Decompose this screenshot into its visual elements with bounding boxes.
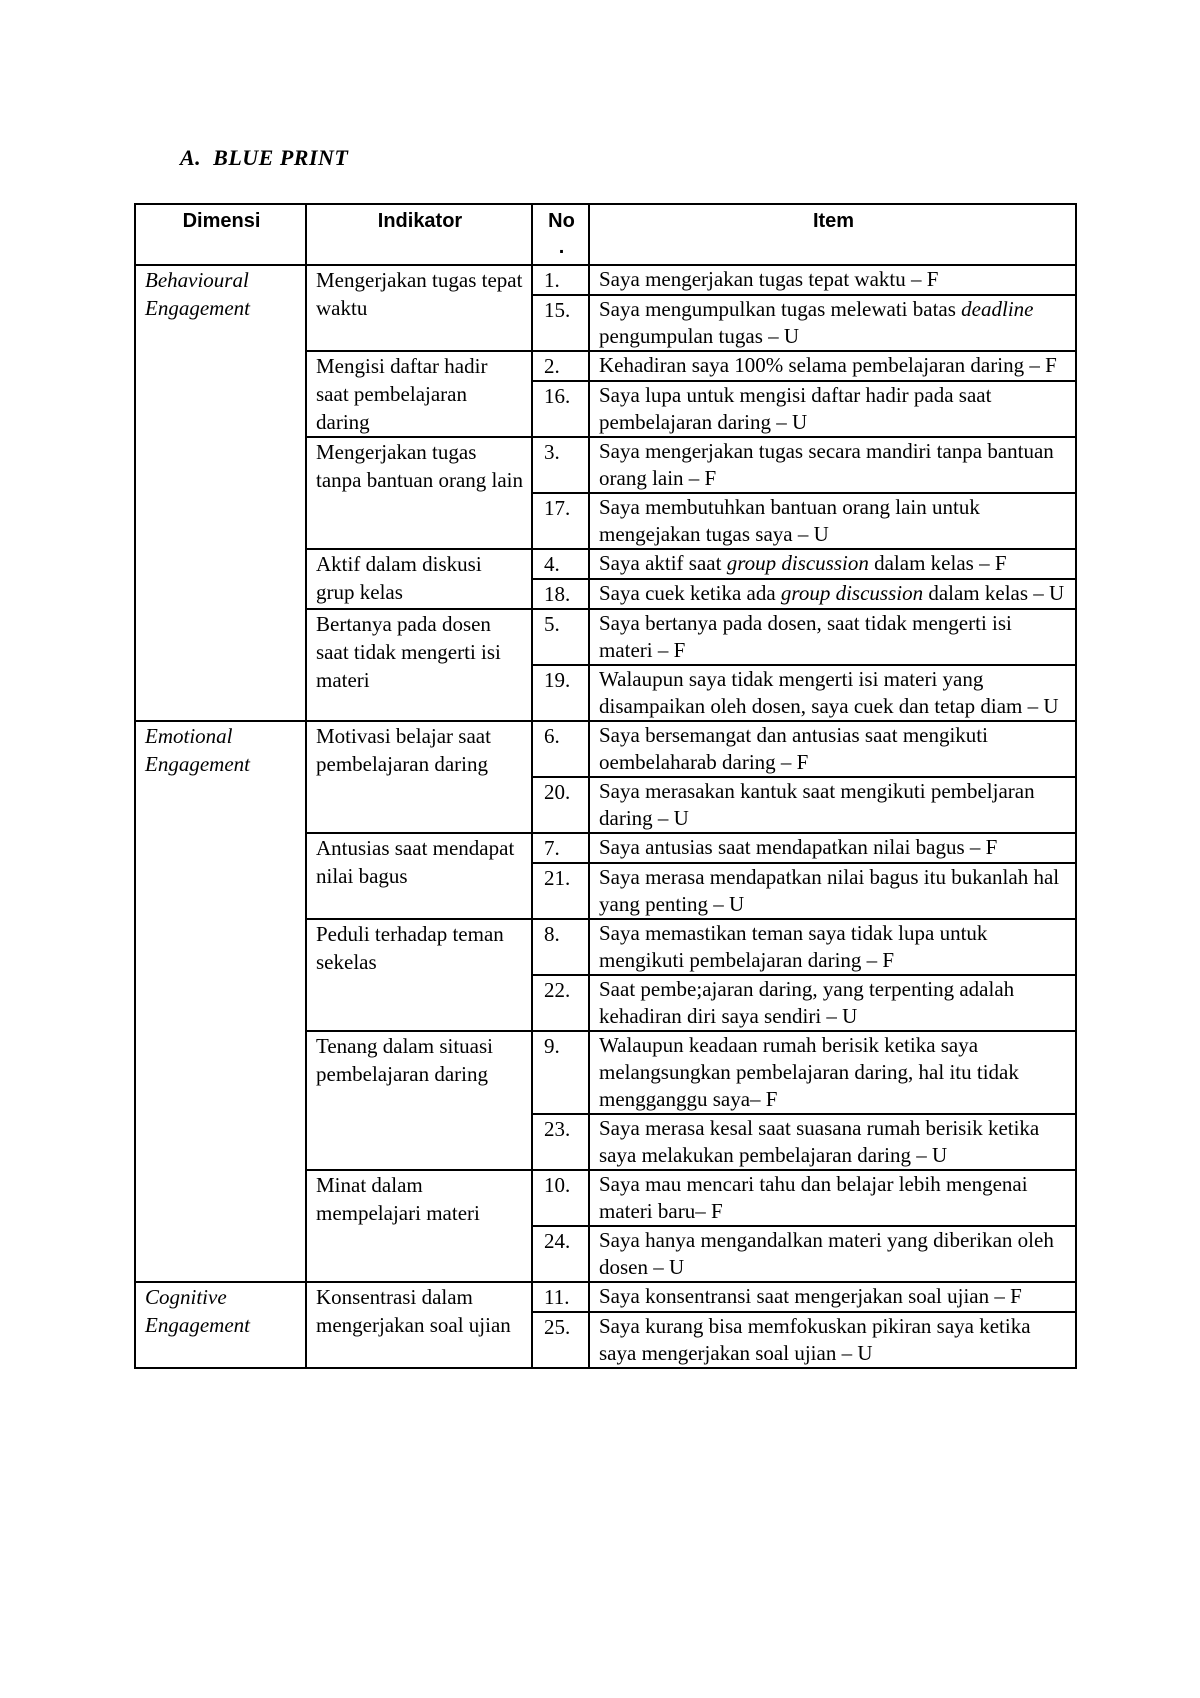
item-number: 8. — [532, 919, 589, 975]
item-number: 3. — [532, 437, 589, 493]
item-statement — [589, 665, 1076, 721]
item-text: Walaupun keadaan rumah berisik ketika saya melangsungkan pembelajaran daring, hal itu tidak mengganggu saya– F — [599, 1033, 1019, 1111]
indicator-cell: Aktif dalam diskusi grup kelas — [306, 549, 532, 609]
indicator-cell: Motivasi belajar saat pembelajaran daring — [306, 721, 532, 833]
item-statement — [589, 493, 1076, 549]
item-text: Saya mengerjakan tugas tepat waktu – F — [599, 267, 939, 291]
item-number: 23. — [532, 1114, 589, 1170]
item-number: 2. — [532, 351, 589, 381]
header-dimensi: Dimensi — [135, 204, 306, 265]
item-statement — [589, 1312, 1076, 1368]
item-statement — [589, 919, 1076, 975]
indicator-cell: Mengisi daftar hadir saat pembelajaran daring — [306, 351, 532, 437]
item-number: 18. — [532, 579, 589, 609]
indicator-cell: Bertanya pada dosen saat tidak mengerti isi materi — [306, 609, 532, 721]
item-statement — [589, 549, 1076, 579]
item-text: Saat pembe;ajaran daring, yang terpenting adalah kehadiran diri saya sendiri – U — [599, 977, 1015, 1028]
indicator-cell: Antusias saat mendapat nilai bagus — [306, 833, 532, 919]
item-number: 15. — [532, 295, 589, 351]
item-statement — [589, 1031, 1076, 1114]
item-number: 17. — [532, 493, 589, 549]
header-item: Item — [589, 204, 1076, 265]
item-text: Saya merasakan kantuk saat mengikuti pembeljaran daring – U — [599, 779, 1035, 830]
page-title: A. BLUE PRINT — [180, 145, 349, 170]
item-statement — [589, 721, 1076, 777]
indicator-cell: Peduli terhadap teman sekelas — [306, 919, 532, 1031]
item-statement — [589, 975, 1076, 1031]
item-text: Saya hanya mengandalkan materi yang diberikan oleh dosen – U — [599, 1228, 1054, 1279]
item-statement — [589, 833, 1076, 863]
item-text-italic: group discussion — [780, 581, 924, 605]
item-text: Saya mengumpulkan tugas melewati batas — [599, 297, 962, 321]
item-statement — [589, 1226, 1076, 1282]
item-number: 20. — [532, 777, 589, 833]
dimension-cell: Emotional Engagement — [135, 721, 306, 1282]
dimension-cell: Cognitive Engagement — [135, 1282, 306, 1368]
dimension-cell: Behavioural Engagement — [135, 265, 306, 721]
table-body — [135, 265, 1076, 1368]
item-text: Saya merasa mendapatkan nilai bagus itu bukanlah hal yang penting – U — [599, 865, 1060, 916]
item-number: 11. — [532, 1282, 589, 1312]
item-statement — [589, 863, 1076, 919]
item-number: 9. — [532, 1031, 589, 1114]
table-row — [135, 265, 1076, 295]
item-text: pengumpulan tugas – U — [599, 324, 800, 348]
item-number: 4. — [532, 549, 589, 579]
item-number: 10. — [532, 1170, 589, 1226]
blueprint-table — [134, 203, 1077, 1369]
item-text: Saya kurang bisa memfokuskan pikiran saya ketika saya mengerjakan soal ujian – U — [599, 1314, 1031, 1365]
item-text: Saya mengerjakan tugas secara mandiri tanpa bantuan orang lain – F — [599, 439, 1054, 490]
item-number: 1. — [532, 265, 589, 295]
item-text: Saya cuek ketika ada — [599, 581, 781, 605]
item-statement — [589, 777, 1076, 833]
item-text: Walaupun saya tidak mengerti isi materi yang disampaikan oleh dosen, saya cuek dan tetap diam – U — [599, 667, 1059, 718]
item-text-italic: deadline — [961, 297, 1034, 321]
item-text: dalam kelas – F — [868, 551, 1007, 575]
item-text: Kehadiran saya 100% selama pembelajaran daring – F — [599, 353, 1057, 377]
table-header-row — [135, 204, 1076, 265]
item-number: 5. — [532, 609, 589, 665]
item-statement — [589, 381, 1076, 437]
table-row — [135, 721, 1076, 777]
item-statement — [589, 265, 1076, 295]
item-text: Saya membutuhkan bantuan orang lain untuk mengejakan tugas saya – U — [599, 495, 980, 546]
item-statement — [589, 437, 1076, 493]
indicator-cell: Tenang dalam situasi pembelajaran daring — [306, 1031, 532, 1170]
item-text-italic: group discussion — [726, 551, 869, 575]
item-number: 6. — [532, 721, 589, 777]
table-row — [135, 1282, 1076, 1312]
item-text: dalam kelas – U — [923, 581, 1065, 605]
header-no: No . — [532, 204, 589, 265]
item-text: Saya bersemangat dan antusias saat mengikuti oembelaharab daring – F — [599, 723, 988, 774]
item-text: Saya merasa kesal saat suasana rumah berisik ketika saya melakukan pembelajaran daring – U — [599, 1116, 1040, 1167]
indicator-cell: Konsentrasi dalam mengerjakan soal ujian — [306, 1282, 532, 1368]
header-indikator: Indikator — [306, 204, 532, 265]
item-number: 21. — [532, 863, 589, 919]
item-number: 25. — [532, 1312, 589, 1368]
item-text: Saya aktif saat — [599, 551, 727, 575]
item-statement — [589, 1282, 1076, 1312]
item-text: Saya memastikan teman saya tidak lupa untuk mengikuti pembelajaran daring – F — [599, 921, 988, 972]
item-text: Saya mau mencari tahu dan belajar lebih mengenai materi baru– F — [599, 1172, 1028, 1223]
item-text: Saya lupa untuk mengisi daftar hadir pada saat pembelajaran daring – U — [599, 383, 992, 434]
item-text: Saya konsentransi saat mengerjakan soal ujian – F — [599, 1284, 1022, 1308]
indicator-cell: Mengerjakan tugas tanpa bantuan orang lain — [306, 437, 532, 549]
indicator-cell: Minat dalam mempelajari materi — [306, 1170, 532, 1282]
item-text: Saya bertanya pada dosen, saat tidak mengerti isi materi – F — [599, 611, 1012, 662]
item-statement — [589, 579, 1076, 609]
indicator-cell: Mengerjakan tugas tepat waktu — [306, 265, 532, 351]
item-number: 16. — [532, 381, 589, 437]
item-number: 7. — [532, 833, 589, 863]
item-statement — [589, 1114, 1076, 1170]
item-statement — [589, 351, 1076, 381]
item-statement — [589, 609, 1076, 665]
item-number: 19. — [532, 665, 589, 721]
item-number: 24. — [532, 1226, 589, 1282]
item-number: 22. — [532, 975, 589, 1031]
item-statement — [589, 295, 1076, 351]
item-statement — [589, 1170, 1076, 1226]
item-text: Saya antusias saat mendapatkan nilai bagus – F — [599, 835, 998, 859]
